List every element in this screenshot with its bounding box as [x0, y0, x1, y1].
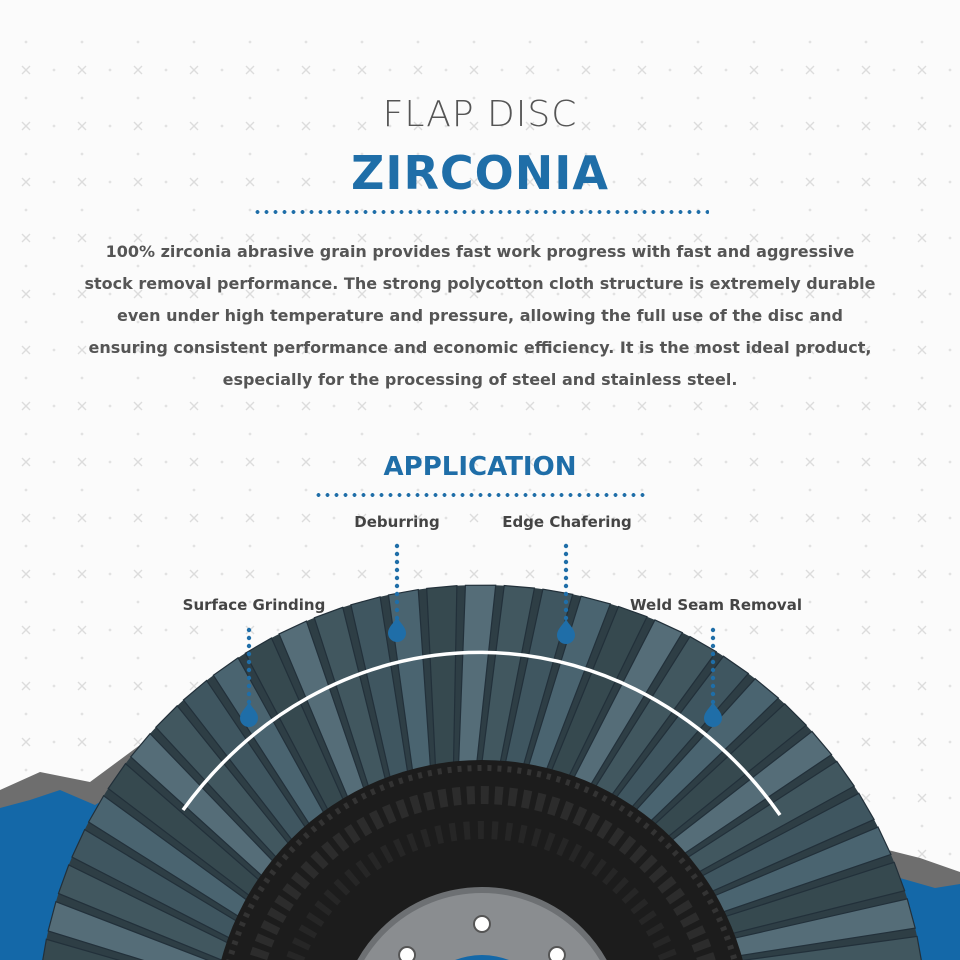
marker-dot: [395, 560, 399, 564]
label-deburring: Deburring: [354, 513, 440, 531]
marker-dot: [564, 608, 568, 612]
marker-dot: [711, 644, 715, 648]
marker-dot: [247, 652, 251, 656]
title-dotted-divider: [253, 210, 709, 214]
label-surface-grinding: Surface Grinding: [182, 596, 326, 614]
marker-dot: [711, 660, 715, 664]
marker-dot: [395, 600, 399, 604]
marker-dot: [564, 584, 568, 588]
product-description: 100% zirconia abrasive grain provides fast work progress with fast and aggressive stock removal performance. The strong polycotton cloth structure is extremely durable even under high temperature and pressure, allowing the full use of the disc and ensuring consistent performance and economic efficiency. It is the most ideal product, especially for the processing of steel and stainless steel.: [84, 242, 876, 389]
marker-dot: [711, 652, 715, 656]
marker-dot: [711, 668, 715, 672]
marker-dot: [564, 568, 568, 572]
marker-dot: [247, 676, 251, 680]
marker-dot: [564, 560, 568, 564]
hub-hole: [474, 916, 490, 932]
marker-dot: [247, 668, 251, 672]
marker-dot: [564, 576, 568, 580]
marker-dot: [564, 600, 568, 604]
flap-disc: [37, 585, 927, 960]
label-edge-chafering: Edge Chafering: [502, 513, 632, 531]
marker-dot: [247, 660, 251, 664]
label-weld-seam-removal: Weld Seam Removal: [630, 596, 802, 614]
marker-dot: [247, 636, 251, 640]
hub-hole: [549, 947, 565, 960]
marker-dot: [711, 636, 715, 640]
marker-dot: [247, 628, 251, 632]
marker-dot: [395, 584, 399, 588]
marker-dot: [395, 608, 399, 612]
marker-dot: [711, 692, 715, 696]
application-heading: APPLICATION: [383, 452, 577, 482]
marker-dot: [395, 568, 399, 572]
marker-dot: [711, 684, 715, 688]
marker-dot: [395, 576, 399, 580]
marker-dot: [711, 676, 715, 680]
marker-dot: [564, 592, 568, 596]
marker-dot: [564, 544, 568, 548]
product-category: FLAP DISC: [382, 94, 578, 135]
marker-dot: [395, 544, 399, 548]
marker-dot: [395, 592, 399, 596]
product-title: ZIRCONIA: [351, 146, 609, 200]
marker-dot: [395, 552, 399, 556]
marker-dot: [247, 644, 251, 648]
marker-dot: [247, 692, 251, 696]
marker-dot: [247, 684, 251, 688]
marker-dot: [711, 628, 715, 632]
hub-hole: [399, 947, 415, 960]
marker-dot: [564, 552, 568, 556]
application-dotted-divider: [314, 493, 647, 497]
